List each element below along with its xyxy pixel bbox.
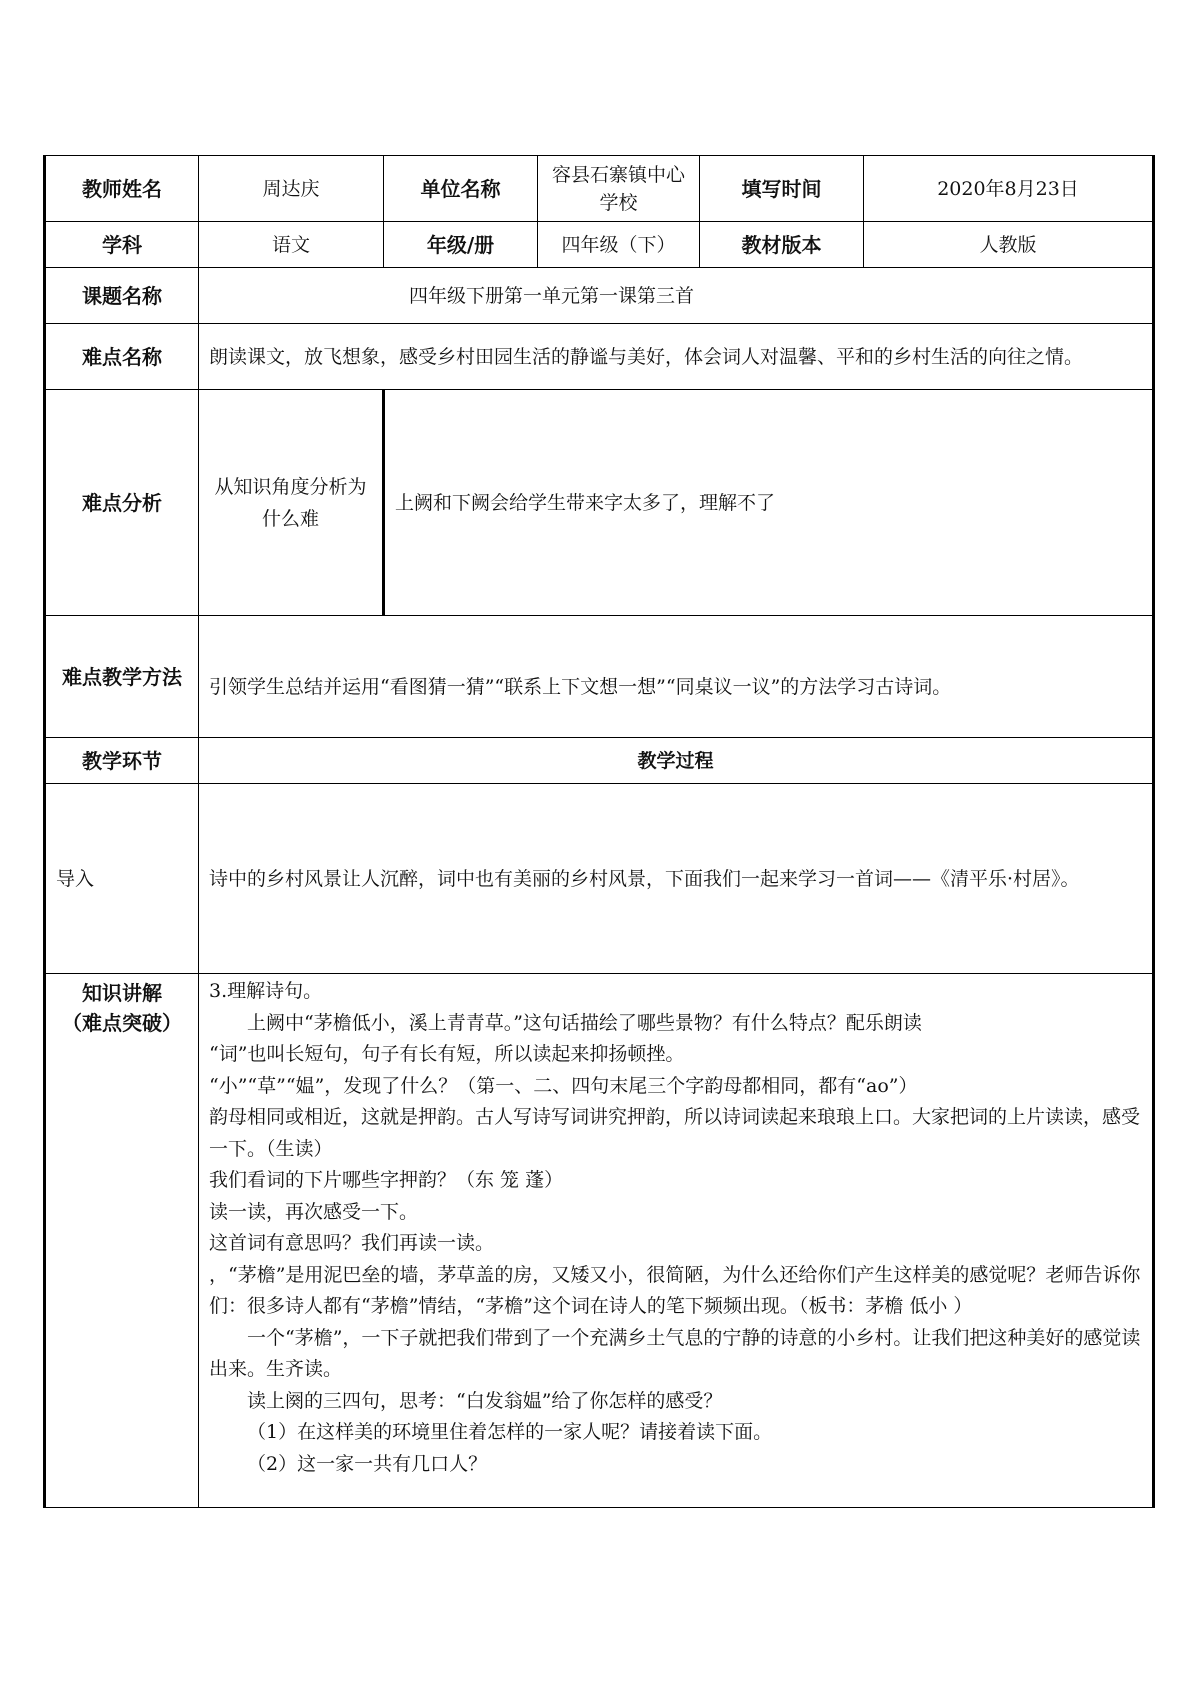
difficulty-label: 难点名称 <box>45 324 199 390</box>
topic-label: 课题名称 <box>45 268 199 324</box>
knowledge-line: 上阙中“茅檐低小，溪上青青草。”这句话描绘了哪些景物？有什么特点？配乐朗读 <box>247 1011 922 1034</box>
knowledge-content <box>199 974 1154 1508</box>
knowledge-line: 这首词有意思吗？我们再读一读。 <box>209 1232 495 1254</box>
knowledge-line: 韵母相同或相近，这就是押韵。古人写诗写词讲究押韵，所以诗词读起来琅琅上口。大家把词的上片读读，感受一下。（生读） <box>209 1106 1141 1160</box>
subject-row <box>45 222 1154 268</box>
edition-label: 教材版本 <box>700 222 864 268</box>
unit-value: 容县石寨镇中心学校 <box>538 156 700 222</box>
topic-value: 四年级下册第一单元第一课第三首 <box>199 268 1154 324</box>
intro-label: 导入 <box>45 784 199 974</box>
unit-label: 单位名称 <box>384 156 538 222</box>
method-label: 难点教学方法 <box>45 616 199 738</box>
knowledge-label-line1: 知识讲解 <box>82 981 162 1005</box>
knowledge-line: “小”“草”“媪”，发现了什么？（第一、二、四句末尾三个字韵母都相同，都有“ao”） <box>209 1074 918 1097</box>
subject-label: 学科 <box>45 222 199 268</box>
difficulty-row <box>45 324 1154 390</box>
method-row <box>45 616 1154 738</box>
edition-value: 人教版 <box>864 222 1154 268</box>
knowledge-label <box>45 974 199 1508</box>
grade-label: 年级/册 <box>384 222 538 268</box>
topic-row <box>45 268 1154 324</box>
analysis-row <box>45 390 1154 616</box>
knowledge-line: 我们看词的下片哪些字押韵？（东 笼 蓬） <box>209 1169 564 1191</box>
stage-header: 教学环节 <box>45 738 199 784</box>
method-value: 引领学生总结并运用“看图猜一猜”“联系上下文想一想”“同桌议一议”的方法学习古诗词。 <box>199 616 1154 738</box>
knowledge-line: 一个“茅檐”，一下子就把我们带到了一个充满乡土气息的宁静的诗意的小乡村。让我们把这种美好的感觉读出来。生齐读。 <box>209 1326 1141 1380</box>
knowledge-line: ，“茅檐”是用泥巴垒的墙，茅草盖的房，又矮又小，很简陋，为什么还给你们产生这样美的感觉呢？老师告诉你们：很多诗人都有“茅檐”情结，“茅檐”这个词在诗人的笔下频频出现。（板书：茅檐 低小 ） <box>209 1263 1141 1317</box>
subject-value: 语文 <box>199 222 384 268</box>
date-value: 2020年8月23日 <box>864 156 1154 222</box>
date-label: 填写时间 <box>700 156 864 222</box>
knowledge-line: 读一读，再次感受一下。 <box>209 1200 419 1223</box>
teacher-value: 周达庆 <box>199 156 384 222</box>
difficulty-value: 朗读课文，放飞想象，感受乡村田园生活的静谧与美好，体会词人对温馨、平和的乡村生活的向往之情。 <box>199 324 1154 390</box>
knowledge-line: 读上阕的三四句，思考：“白发翁媪”给了你怎样的感受？ <box>247 1389 723 1412</box>
analysis-label: 难点分析 <box>45 390 199 616</box>
lesson-plan-table <box>43 155 1155 1508</box>
knowledge-line: “词”也叫长短句，句子有长有短，所以读起来抑扬顿挫。 <box>209 1043 685 1065</box>
process-header: 教学过程 <box>199 738 1154 784</box>
process-header-row <box>45 738 1154 784</box>
knowledge-line: （2）这一家一共有几口人？ <box>247 1452 488 1475</box>
grade-value: 四年级（下） <box>538 222 700 268</box>
knowledge-label-line2: （难点突破） <box>62 1011 182 1035</box>
lesson-plan-sheet <box>43 155 1152 1508</box>
analysis-sub-label: 从知识角度分析为什么难 <box>199 390 384 616</box>
knowledge-line: （1）在这样美的环境里住着怎样的一家人呢？请接着读下面。 <box>247 1421 773 1443</box>
knowledge-row <box>45 974 1154 1508</box>
header-row <box>45 156 1154 222</box>
analysis-value: 上阙和下阙会给学生带来字太多了，理解不了 <box>384 390 1154 616</box>
intro-row <box>45 784 1154 974</box>
knowledge-line: 3.理解诗句。 <box>209 980 323 1002</box>
intro-value: 诗中的乡村风景让人沉醉，词中也有美丽的乡村风景，下面我们一起来学习一首词——《清平乐·村居》。 <box>199 784 1154 974</box>
teacher-label: 教师姓名 <box>45 156 199 222</box>
